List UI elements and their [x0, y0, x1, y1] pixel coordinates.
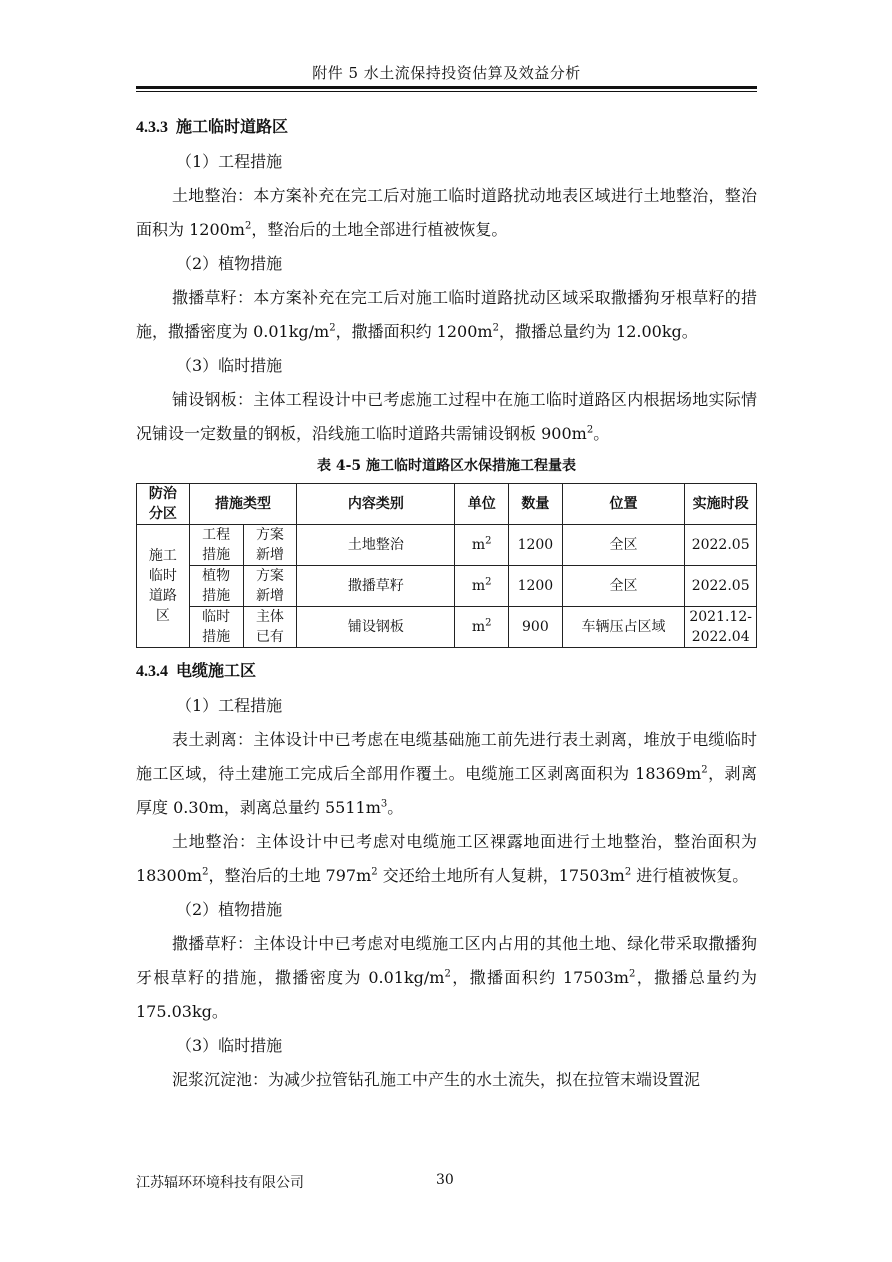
- paragraph-land-leveling: [136, 179, 757, 247]
- location-cell: 车辆压占区域: [562, 607, 685, 648]
- superscript: 2: [701, 764, 708, 776]
- content-cell: 土地整治: [297, 525, 455, 566]
- content-cell: 铺设钢板: [297, 607, 455, 648]
- header-rule-thin: [136, 91, 757, 92]
- source-cell: 方案新增: [243, 525, 297, 566]
- text-span: 。: [593, 424, 610, 443]
- period-cell: 2022.05: [685, 566, 757, 607]
- header-content: 内容类别: [297, 484, 455, 525]
- table-row: [137, 566, 757, 607]
- source-cell: 方案新增: [243, 566, 297, 607]
- superscript: 2: [371, 866, 378, 878]
- unit-text: m: [471, 619, 486, 635]
- subheading-temporary: （3）临时措施: [176, 356, 283, 375]
- period-cell: 2021.12-2022.04: [685, 607, 757, 648]
- subheading-vegetation: （2）植物措施: [176, 900, 283, 919]
- text-span: ，剥离厚度 0.30m，剥离总量约 5511m: [136, 764, 757, 817]
- measures-table: [136, 483, 757, 648]
- paragraph-land-leveling-cable: [136, 825, 757, 893]
- header-measure-type: 措施类型: [189, 484, 297, 525]
- superscript: 2: [444, 968, 451, 980]
- text-span: 撒播草籽：本方案补充在完工后对施工临时道路扰动区域采取撒播狗牙根草籽的措施，撒播密度为 0.01kg/m: [136, 288, 757, 341]
- page-number: 30: [436, 1172, 454, 1188]
- section-heading-4-3-4: [136, 654, 757, 689]
- table-header-row: [137, 484, 757, 525]
- superscript: 2: [485, 535, 492, 547]
- text-span: 表土剥离：主体设计中已考虑在电缆基础施工前先进行表土剥离，堆放于电缆临时施工区域，待土建施工完成后全部用作覆土。电缆施工区剥离面积为 18369m: [136, 730, 757, 783]
- quantity-cell: 1200: [509, 566, 563, 607]
- header-unit: 单位: [455, 484, 509, 525]
- text-span: 交还给土地所有人复耕，17503m: [377, 866, 625, 885]
- subheading-temporary: （3）临时措施: [176, 1036, 283, 1055]
- text-span: 撒播草籽：主体设计中已考虑对电缆施工区内占用的其他土地、绿化带采取撒播狗牙根草籽的措施，撒播密度为 0.01kg/m: [136, 934, 757, 987]
- superscript: 2: [628, 968, 636, 980]
- location-cell: 全区: [562, 566, 685, 607]
- text-span: ，撒播总量约为 12.00kg。: [498, 322, 698, 341]
- subheading-engineering: （1）工程措施: [176, 696, 283, 715]
- header-quantity: 数量: [509, 484, 563, 525]
- text-span: ，撒播总量约为 175.03kg。: [136, 968, 757, 1021]
- main-content: [136, 110, 757, 1097]
- text-span: ，整治后的土地 797m: [208, 866, 372, 885]
- section-number: 4.3.3: [136, 119, 168, 136]
- header-zone: 防治分区: [137, 484, 190, 525]
- zone-cell: 施工临时道路区: [137, 525, 190, 648]
- superscript: 3: [380, 798, 388, 810]
- superscript: 2: [244, 220, 252, 232]
- type-cell: 工程措施: [189, 525, 243, 566]
- paragraph-grass-seeding-cable: [136, 927, 757, 1029]
- unit-cell: [455, 566, 509, 607]
- table-row: [137, 607, 757, 648]
- section-title: 施工临时道路区: [176, 117, 289, 136]
- period-cell: 2022.05: [685, 525, 757, 566]
- unit-cell: [455, 525, 509, 566]
- section-number: 4.3.4: [136, 663, 168, 680]
- text-span: 进行植被恢复。: [631, 866, 749, 885]
- superscript: 2: [202, 866, 209, 878]
- header-rule-thick: [136, 86, 757, 89]
- text-span: ，撒播面积约 1200m: [335, 322, 493, 341]
- text-span: ，撒播面积约 17503m: [450, 968, 629, 987]
- text-span: 铺设钢板：主体工程设计中已考虑施工过程中在施工临时道路区内根据场地实际情况铺设一定数量的钢板，沿线施工临时道路共需铺设钢板 900m: [136, 390, 757, 443]
- location-cell: 全区: [562, 525, 685, 566]
- superscript: 2: [485, 617, 492, 629]
- quantity-cell: 1200: [509, 525, 563, 566]
- paragraph-steel-plates: [136, 383, 757, 451]
- text-span: 土地整治：本方案补充在完工后对施工临时道路扰动地表区域进行土地整治，整治面积为 1200m: [136, 186, 757, 239]
- footer-company: 江苏辐环环境科技有限公司: [136, 1175, 304, 1191]
- superscript: 2: [492, 322, 499, 334]
- type-cell: 临时措施: [189, 607, 243, 648]
- superscript: 2: [329, 322, 336, 334]
- paragraph-grass-seeding: [136, 281, 757, 349]
- section-heading-4-3-3: [136, 110, 757, 145]
- text-span: 。: [387, 798, 404, 817]
- page-header: 附件 5 水土流保持投资估算及效益分析: [312, 64, 581, 82]
- text-span: 土地整治：主体设计中已考虑对电缆施工区裸露地面进行土地整治，整治面积为 18300m: [136, 832, 757, 885]
- superscript: 2: [586, 424, 594, 436]
- content-cell: 撒播草籽: [297, 566, 455, 607]
- type-cell: 植物措施: [189, 566, 243, 607]
- source-cell: 主体已有: [243, 607, 297, 648]
- table-row: [137, 525, 757, 566]
- subheading-engineering: （1）工程措施: [176, 152, 283, 171]
- unit-text: m: [471, 578, 486, 594]
- unit-cell: [455, 607, 509, 648]
- paragraph-topsoil-stripping: [136, 723, 757, 825]
- header-location: 位置: [562, 484, 685, 525]
- unit-text: m: [471, 537, 486, 553]
- subheading-vegetation: （2）植物措施: [176, 254, 283, 273]
- header-period: 实施时段: [685, 484, 757, 525]
- paragraph-mud-pond: 泥浆沉淀池：为减少拉管钻孔施工中产生的水土流失，拟在拉管末端设置泥: [172, 1070, 701, 1089]
- superscript: 2: [485, 576, 492, 588]
- superscript: 2: [624, 866, 632, 878]
- section-title: 电缆施工区: [176, 661, 257, 680]
- quantity-cell: 900: [509, 607, 563, 648]
- table-caption: 表 4-5 施工临时道路区水保措施工程量表: [316, 458, 577, 474]
- text-span: ，整治后的土地全部进行植被恢复。: [251, 220, 508, 239]
